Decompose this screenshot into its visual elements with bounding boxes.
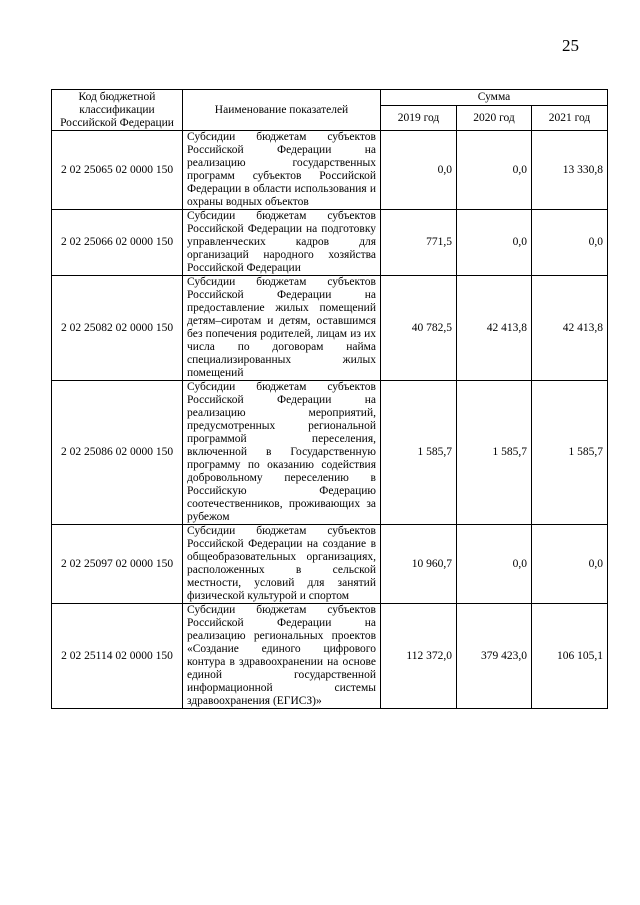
header-sum: Сумма [381,90,608,106]
row-value-2019: 40 782,5 [381,276,457,381]
row-value-2021: 0,0 [532,525,608,604]
row-code: 2 02 25097 02 0000 150 [52,525,183,604]
row-value-2020: 0,0 [457,210,532,276]
row-value-2019: 1 585,7 [381,381,457,525]
row-name: Субсидии бюджетам субъектов Российской Федерации на создание в общеобразовательных организациях, расположенных в сельской местности, условий для занятий физической культурой и спортом [183,525,381,604]
row-value-2020: 1 585,7 [457,381,532,525]
row-code: 2 02 25065 02 0000 150 [52,131,183,210]
row-value-2021: 0,0 [532,210,608,276]
row-name: Субсидии бюджетам субъектов Российской Федерации на предоставление жилых помещений детям–сиротам и детям, оставшимся без попечения родителей, лицам из их числа по договорам найма специализированных жилых помещений [183,276,381,381]
table-row [52,604,608,709]
row-code: 2 02 25086 02 0000 150 [52,381,183,525]
table-row [52,381,608,525]
row-value-2021: 13 330,8 [532,131,608,210]
row-value-2020: 0,0 [457,525,532,604]
header-year-2019: 2019 год [381,106,457,131]
row-name: Субсидии бюджетам субъектов Российской Федерации на реализацию государственных программ субъектов Российской Федерации в области использования и охраны водных объектов [183,131,381,210]
row-code: 2 02 25114 02 0000 150 [52,604,183,709]
row-value-2021: 106 105,1 [532,604,608,709]
table-row [52,210,608,276]
table-row [52,276,608,381]
row-code: 2 02 25066 02 0000 150 [52,210,183,276]
row-value-2019: 771,5 [381,210,457,276]
row-name: Субсидии бюджетам субъектов Российской Федерации на реализацию мероприятий, предусмотренных региональной программой переселения, включенной в Государственную программу по оказанию содействия добровольному переселению в Российскую Федерацию соотечественников, проживающих за рубежом [183,381,381,525]
header-name: Наименование показателей [183,90,381,131]
row-value-2020: 42 413,8 [457,276,532,381]
header-code: Код бюджетной классификации Российской Федерации [52,90,183,131]
header-year-2020: 2020 год [457,106,532,131]
header-year-2021: 2021 год [532,106,608,131]
header-row [52,90,608,106]
row-value-2019: 112 372,0 [381,604,457,709]
row-value-2019: 0,0 [381,131,457,210]
row-value-2021: 1 585,7 [532,381,608,525]
row-name: Субсидии бюджетам субъектов Российской Федерации на реализацию региональных проектов «Создание единого цифрового контура в здравоохранении на основе единой государственной информационной системы здравоохранения (ЕГИСЗ)» [183,604,381,709]
table-row [52,525,608,604]
row-value-2020: 379 423,0 [457,604,532,709]
table-row [52,131,608,210]
page-number: 25 [562,36,579,55]
row-value-2020: 0,0 [457,131,532,210]
budget-table [51,89,608,709]
row-value-2019: 10 960,7 [381,525,457,604]
row-name: Субсидии бюджетам субъектов Российской Федерации на подготовку управленческих кадров для организаций народного хозяйства Российской Федерации [183,210,381,276]
row-code: 2 02 25082 02 0000 150 [52,276,183,381]
row-value-2021: 42 413,8 [532,276,608,381]
